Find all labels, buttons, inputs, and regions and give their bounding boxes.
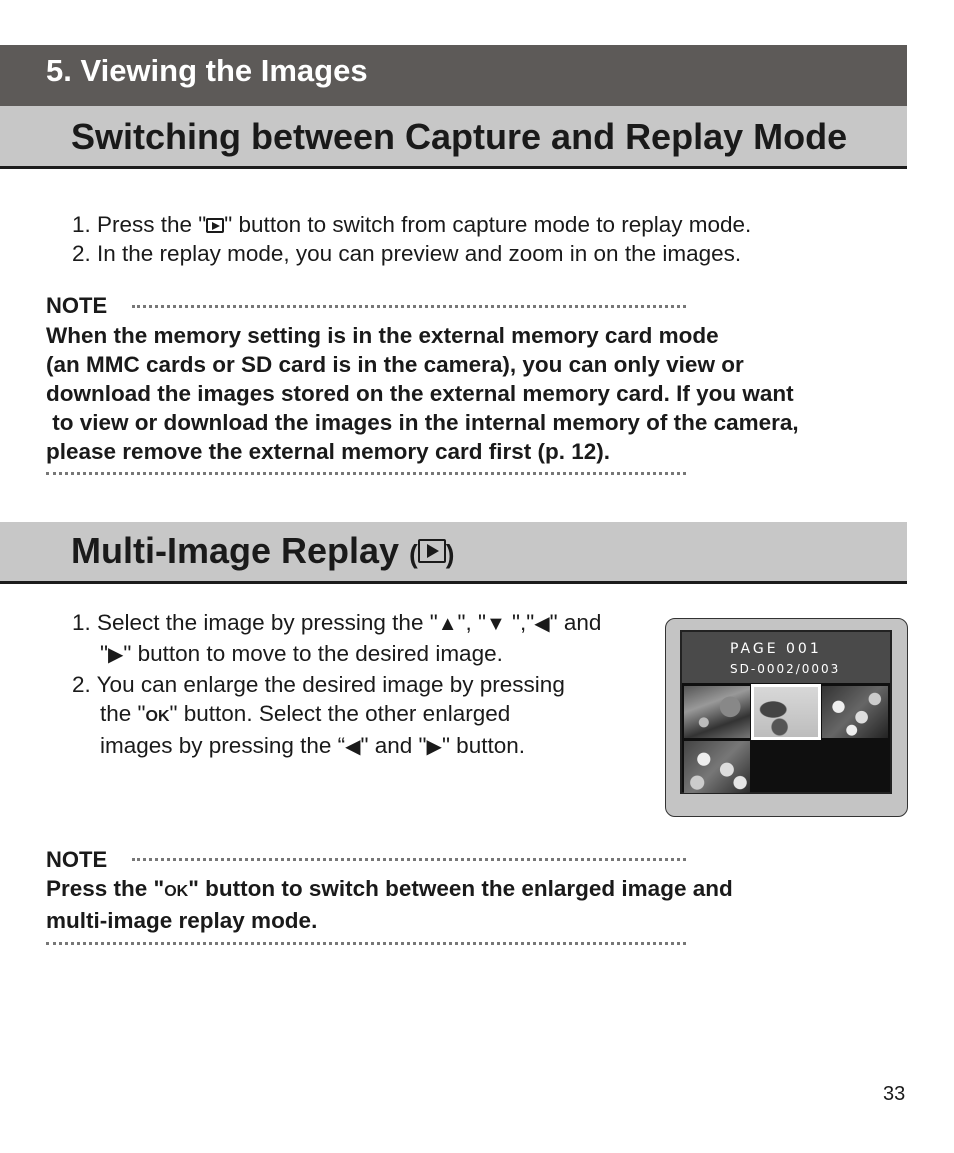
multi-step-1-line-2: "▶" button to move to the desired image. xyxy=(100,641,503,666)
lcd-header xyxy=(682,632,890,683)
switching-step-2: 2. In the replay mode, you can preview and zoom in on the images. xyxy=(72,241,742,266)
note-line: multi-image replay mode. xyxy=(46,908,318,933)
multi-step-2-line-3: images by pressing the “◀" and "▶" button. xyxy=(100,733,525,758)
camera-lcd-illustration xyxy=(665,618,908,817)
multi-image-steps xyxy=(72,608,601,762)
note-divider-bottom xyxy=(46,472,686,475)
note-line: (an MMC cards or SD card is in the camera), you can only view or xyxy=(46,352,744,377)
ok-button-label: OK xyxy=(164,883,189,900)
note-divider-top xyxy=(132,305,686,308)
chapter-header-bar xyxy=(0,45,907,106)
chapter-title: 5. Viewing the Images xyxy=(46,53,368,88)
note-line: please remove the external memory card first (p. 12). xyxy=(46,439,610,464)
multi-step-2-line-1: 2. You can enlarge the desired image by pressing xyxy=(72,672,565,697)
section-title-switching-mode: Switching between Capture and Replay Mode xyxy=(71,116,848,157)
right-arrow-icon: ▶ xyxy=(108,644,124,666)
note-line: Press the "OK" button to switch between the enlarged image and xyxy=(46,876,733,901)
section-header-switching-mode xyxy=(0,106,907,169)
thumbnail-image xyxy=(822,686,888,738)
note-label: NOTE xyxy=(46,293,108,318)
switching-mode-steps xyxy=(72,210,751,268)
replay-button-icon xyxy=(418,539,446,563)
multi-step-2-line-2: the "OK" button. Select the other enlarged xyxy=(100,701,511,726)
note-text-memory-card xyxy=(46,321,799,466)
section-title-multi-image: Multi-Image Replay ( ) xyxy=(71,530,455,571)
thumbnail-image xyxy=(684,741,750,793)
note-text-ok-button xyxy=(46,874,733,935)
note-line: download the images stored on the external memory card. If you want xyxy=(46,381,794,406)
thumbnail-image-selected xyxy=(751,684,821,740)
left-arrow-icon: ◀ xyxy=(345,736,361,758)
replay-button-icon xyxy=(206,218,224,233)
note-line: to view or download the images in the internal memory of the camera, xyxy=(46,410,799,435)
lcd-screen xyxy=(680,630,892,794)
down-arrow-icon: ▼ xyxy=(485,613,506,635)
page-number: 33 xyxy=(883,1083,906,1105)
thumbnail-image xyxy=(684,686,750,738)
up-arrow-icon: ▲ xyxy=(437,613,458,635)
ok-button-label: OK xyxy=(145,708,170,725)
switching-step-1: 1. Press the " " button to switch from capture mode to replay mode. xyxy=(72,212,752,237)
note-divider-bottom xyxy=(46,942,686,945)
lcd-card-counter: SD-0002/0003 xyxy=(730,662,841,676)
multi-step-1-line-1: 1. Select the image by pressing the "▲", "▼ ","◀" and xyxy=(72,610,602,635)
section-header-multi-image xyxy=(0,522,907,584)
lcd-page-indicator: PAGE 001 xyxy=(730,641,822,657)
note-divider-top xyxy=(132,858,686,861)
right-arrow-icon: ▶ xyxy=(426,736,442,758)
left-arrow-icon: ◀ xyxy=(534,613,550,635)
note-line: When the memory setting is in the external memory card mode xyxy=(46,323,719,348)
note-label: NOTE xyxy=(46,847,108,872)
